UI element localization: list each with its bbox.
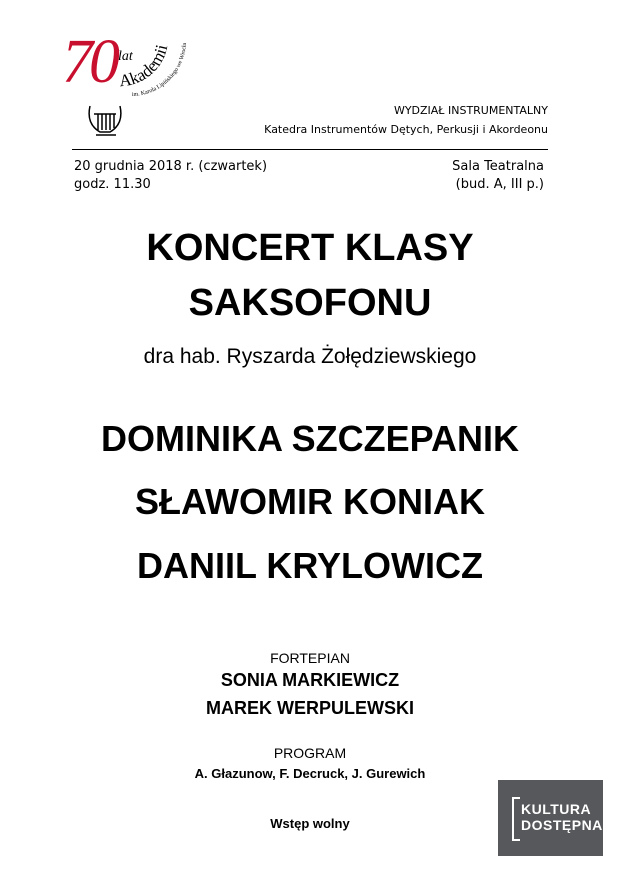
entry-note: Wstęp wolny xyxy=(270,816,350,831)
pianist-name: MAREK WERPULEWSKI xyxy=(206,698,414,718)
badge-line2: DOSTĘPNA xyxy=(521,817,603,833)
performer-name: DOMINIKA SZCZEPANIK xyxy=(101,418,519,459)
department-name: WYDZIAŁ INSTRUMENTALNY xyxy=(393,104,548,117)
header-divider xyxy=(72,149,548,150)
logo-lat: lat xyxy=(118,49,133,64)
concert-subtitle: dra hab. Ryszarda Żołędziewskiego xyxy=(143,345,477,368)
performer-name: DANIIL KRYLOWICZ xyxy=(137,545,483,586)
event-venue-detail: (bud. A, III p.) xyxy=(455,177,544,192)
program-label: PROGRAM xyxy=(273,745,347,761)
date-block xyxy=(74,158,267,194)
concert-title-line1: KONCERT KLASY xyxy=(146,227,474,269)
department-chair: Katedra Instrumentów Dętych, Perkusji i Akordeonu xyxy=(264,123,548,136)
program-composers: A. Głazunow, F. Decruck, J. Gurewich xyxy=(194,766,426,781)
logo-arc-subtext: im. Karola Lipińskiego we Wrocła xyxy=(131,42,188,99)
piano-label: FORTEPIAN xyxy=(270,650,350,666)
badge-line1: KULTURA xyxy=(521,801,592,817)
event-date: 20 grudnia 2018 r. (czwartek) xyxy=(74,159,268,174)
academy-logo xyxy=(60,14,200,144)
lyre-icon xyxy=(89,106,121,135)
bracket-icon xyxy=(512,797,520,841)
logo-arc-text: Akademii xyxy=(118,42,172,91)
logo-number: 70 xyxy=(62,28,116,96)
performer-name: SŁAWOMIR KONIAK xyxy=(135,481,485,522)
kultura-dostepna-badge xyxy=(498,780,603,856)
venue-block xyxy=(452,158,544,194)
pianist-name: SONIA MARKIEWICZ xyxy=(220,670,400,690)
concert-title-line2: SAKSOFONU xyxy=(188,282,432,324)
event-venue: Sala Teatralna xyxy=(452,159,544,174)
event-time: godz. 11.30 xyxy=(74,177,151,192)
